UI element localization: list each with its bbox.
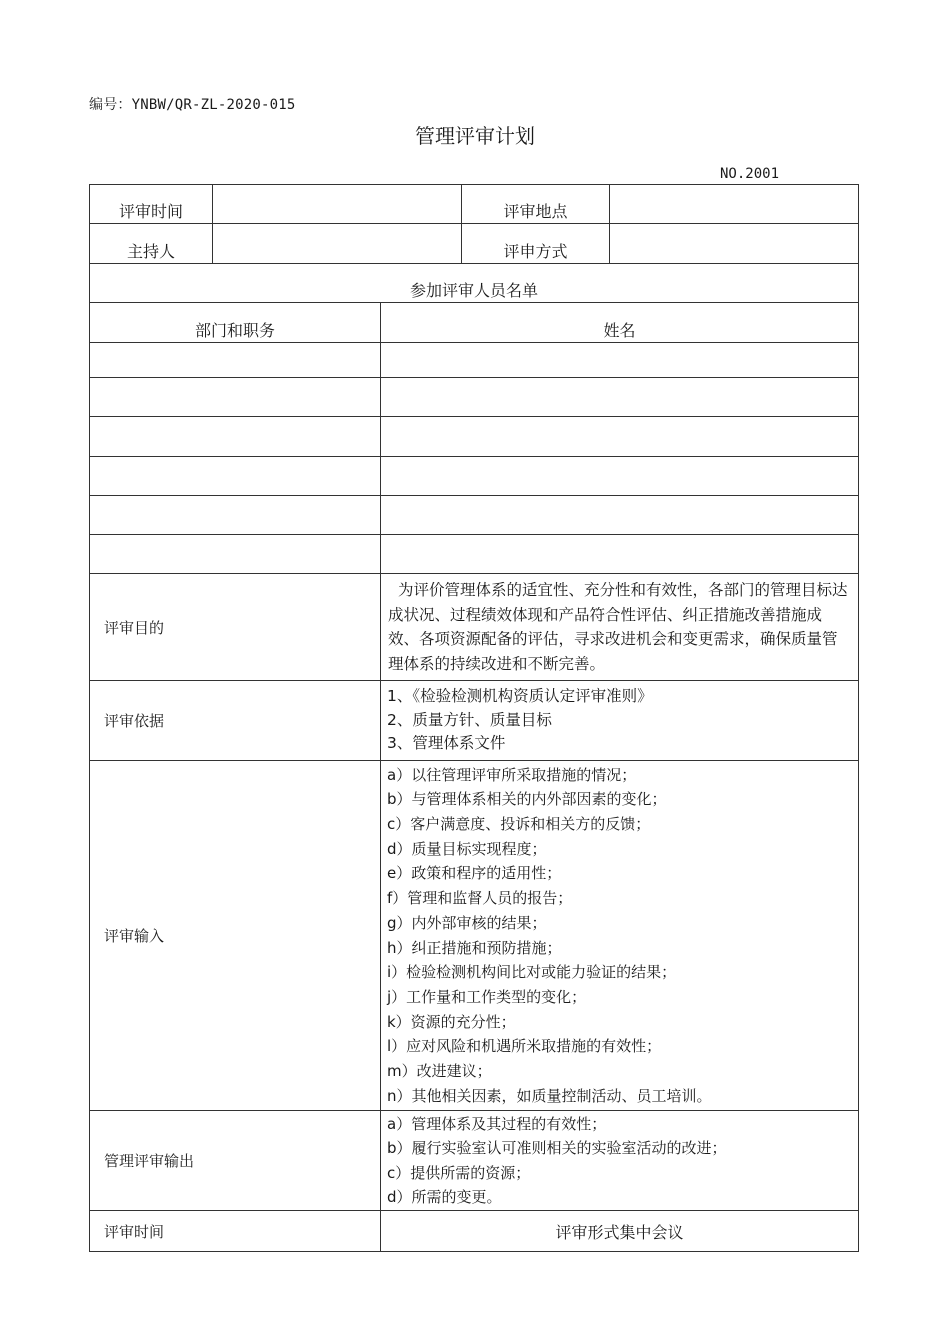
participant-department-field[interactable]	[90, 457, 381, 496]
column-header-name: 姓名	[381, 303, 859, 343]
review-method-field[interactable]	[610, 224, 859, 264]
list-item: c）提供所需的资源；	[387, 1163, 531, 1182]
participant-row	[90, 535, 859, 574]
participant-name-field[interactable]	[381, 535, 859, 574]
list-item: f）管理和监督人员的报告；	[387, 889, 573, 908]
participant-name-field[interactable]	[381, 343, 859, 378]
output-list	[381, 1112, 858, 1210]
participant-name-field[interactable]	[381, 378, 859, 417]
basis-label: 评审依据	[90, 681, 381, 761]
participant-row	[90, 378, 859, 417]
list-item: n）其他相关因素，如质量控制活动、员工培训。	[387, 1086, 712, 1105]
participant-row	[90, 417, 859, 457]
participant-row	[90, 457, 859, 496]
serial-number: NO.2001	[720, 166, 780, 182]
host-label: 主持人	[90, 224, 213, 264]
input-cell	[381, 761, 859, 1111]
participants-heading: 参加评审人员名单	[90, 264, 859, 303]
review-time-field[interactable]	[213, 185, 462, 224]
output-cell	[381, 1111, 859, 1211]
list-item: k）资源的充分性；	[387, 1012, 516, 1031]
participant-name-field[interactable]	[381, 417, 859, 457]
participant-row	[90, 496, 859, 535]
list-item: l）应对风险和机遇所米取措施的有效性；	[387, 1037, 662, 1056]
participant-department-field[interactable]	[90, 378, 381, 417]
participant-department-field[interactable]	[90, 535, 381, 574]
list-item: i）检验检测机构间比对或能力验证的结果；	[387, 963, 677, 982]
list-item: e）政策和程序的适用性；	[387, 864, 562, 883]
review-method-label: 评申方式	[462, 224, 610, 264]
list-item: g）内外部审核的结果；	[387, 913, 547, 932]
list-item: h）纠正措施和预防措施；	[387, 938, 562, 957]
participant-department-field[interactable]	[90, 496, 381, 535]
list-item: b）与管理体系相关的内外部因素的变化；	[387, 790, 667, 809]
basis-list	[381, 685, 858, 756]
page-title: 管理评审计划	[415, 124, 535, 148]
list-item: a）以往管理评审所采取措施的情况；	[387, 765, 637, 784]
participant-department-field[interactable]	[90, 417, 381, 457]
list-item: c）客户满意度、投诉和相关方的反馈；	[387, 814, 651, 833]
review-time-label: 评审时间	[90, 185, 213, 224]
participant-department-field[interactable]	[90, 343, 381, 378]
list-item: b）履行实验室认可准则相关的实验室活动的改进；	[387, 1139, 727, 1157]
participant-name-field[interactable]	[381, 496, 859, 535]
host-field[interactable]	[213, 224, 462, 264]
list-item: a）管理体系及其过程的有效性；	[387, 1114, 607, 1133]
purpose-text: 为评价管理体系的适宜性、充分性和有效性，各部门的管理目标达成状况、过程绩效体现和产品符合性评估、纠正措施改善措施成效、各项资源配备的评估，寻求改进机会和变更需求，确保质量管理体系的持续改进和不断完善。	[381, 574, 859, 681]
list-item: 1、《检验检测机构资质认定评审准则》	[387, 687, 653, 706]
column-header-department: 部门和职务	[90, 303, 381, 343]
list-item: 3、管理体系文件	[387, 734, 506, 753]
review-form-text: 评审形式集中会议	[381, 1211, 859, 1252]
participant-row	[90, 343, 859, 378]
list-item: d）所需的变更。	[387, 1188, 502, 1206]
basis-cell	[381, 681, 859, 761]
input-label: 评审输入	[90, 761, 381, 1111]
list-item: j）工作量和工作类型的变化；	[387, 987, 587, 1006]
input-list	[381, 763, 858, 1109]
review-location-label: 评审地点	[462, 185, 610, 224]
footer-review-time-label: 评审时间	[90, 1211, 381, 1252]
participant-name-field[interactable]	[381, 457, 859, 496]
list-item: m）改进建议；	[387, 1062, 492, 1081]
review-plan-form	[89, 184, 859, 1252]
review-location-field[interactable]	[610, 185, 859, 224]
list-item: 2、质量方针、质量目标	[387, 710, 552, 729]
output-label: 管理评审输出	[90, 1111, 381, 1211]
list-item: d）质量目标实现程度；	[387, 839, 547, 858]
document-code: 编号：YNBW/QR-ZL-2020-015	[89, 97, 296, 113]
purpose-label: 评审目的	[90, 574, 381, 681]
